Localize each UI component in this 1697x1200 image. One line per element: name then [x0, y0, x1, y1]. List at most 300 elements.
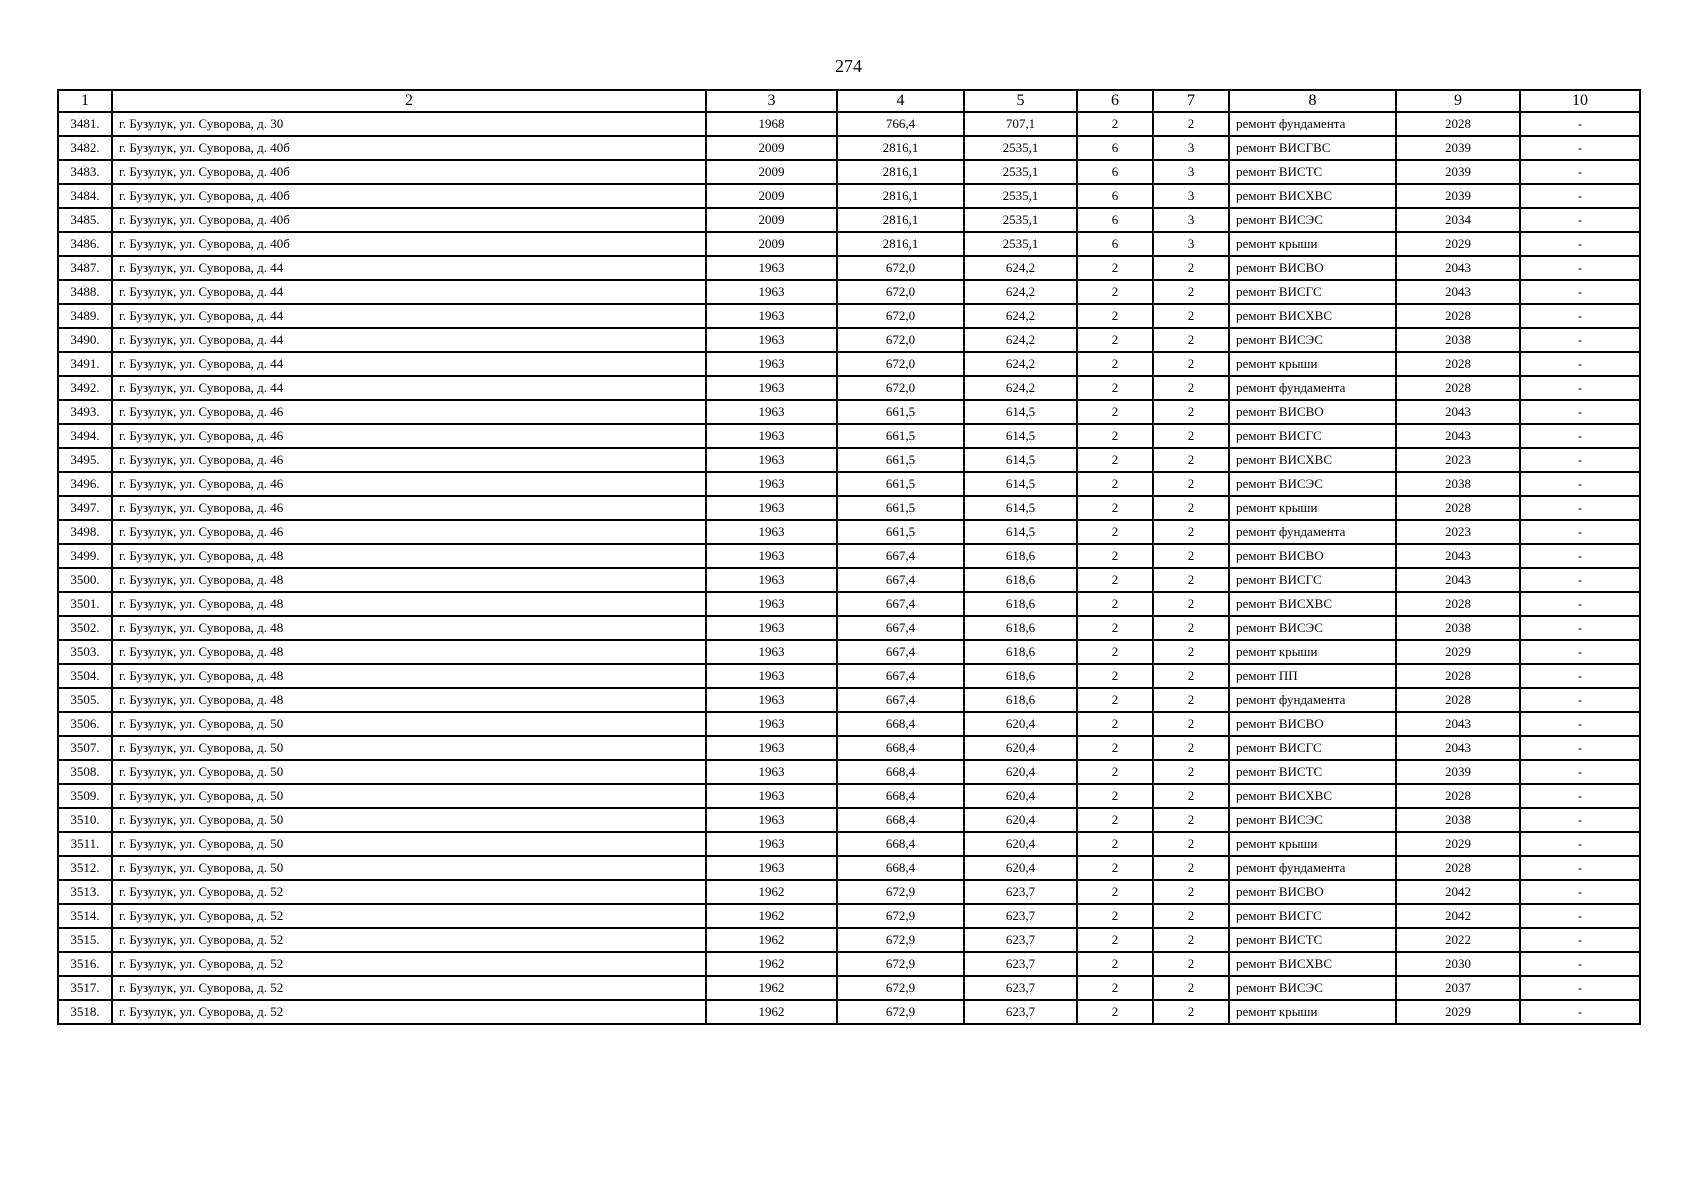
cell-living-area: 624,2 [964, 376, 1077, 400]
cell-planned-year: 2043 [1396, 544, 1520, 568]
cell-planned-year: 2029 [1396, 1000, 1520, 1024]
cell-work-type: ремонт ВИСТС [1229, 760, 1396, 784]
cell-work-type: ремонт ВИСВО [1229, 256, 1396, 280]
cell-total-area: 661,5 [837, 520, 964, 544]
cell-planned-year: 2028 [1396, 352, 1520, 376]
table-row [58, 616, 1640, 640]
cell-entrances: 2 [1153, 472, 1229, 496]
cell-work-type: ремонт фундамента [1229, 520, 1396, 544]
cell-living-area: 2535,1 [964, 232, 1077, 256]
cell-address: г. Бузулук, ул. Суворова, д. 46 [112, 424, 706, 448]
cell-note: - [1520, 784, 1640, 808]
cell-note: - [1520, 400, 1640, 424]
table-row [58, 352, 1640, 376]
cell-living-area: 620,4 [964, 736, 1077, 760]
cell-planned-year: 2042 [1396, 880, 1520, 904]
cell-note: - [1520, 208, 1640, 232]
table-row [58, 760, 1640, 784]
cell-total-area: 672,9 [837, 952, 964, 976]
table-row [58, 712, 1640, 736]
cell-floors: 2 [1077, 616, 1153, 640]
cell-floors: 2 [1077, 112, 1153, 136]
cell-total-area: 668,4 [837, 784, 964, 808]
cell-address: г. Бузулук, ул. Суворова, д. 50 [112, 856, 706, 880]
cell-entrances: 2 [1153, 616, 1229, 640]
cell-work-type: ремонт ВИСГС [1229, 280, 1396, 304]
cell-note: - [1520, 832, 1640, 856]
cell-living-area: 618,6 [964, 544, 1077, 568]
cell-address: г. Бузулук, ул. Суворова, д. 46 [112, 448, 706, 472]
cell-row-number: 3512. [58, 856, 112, 880]
cell-note: - [1520, 640, 1640, 664]
cell-total-area: 672,0 [837, 352, 964, 376]
cell-entrances: 3 [1153, 232, 1229, 256]
cell-note: - [1520, 160, 1640, 184]
cell-floors: 2 [1077, 520, 1153, 544]
cell-floors: 2 [1077, 928, 1153, 952]
cell-note: - [1520, 328, 1640, 352]
cell-floors: 6 [1077, 136, 1153, 160]
cell-planned-year: 2038 [1396, 472, 1520, 496]
cell-planned-year: 2043 [1396, 280, 1520, 304]
cell-address: г. Бузулук, ул. Суворова, д. 44 [112, 256, 706, 280]
cell-year-built: 1963 [706, 568, 837, 592]
cell-entrances: 2 [1153, 736, 1229, 760]
cell-work-type: ремонт ВИСВО [1229, 544, 1396, 568]
cell-entrances: 2 [1153, 112, 1229, 136]
cell-planned-year: 2029 [1396, 232, 1520, 256]
cell-address: г. Бузулук, ул. Суворова, д. 46 [112, 400, 706, 424]
cell-row-number: 3515. [58, 928, 112, 952]
cell-work-type: ремонт ВИСЭС [1229, 808, 1396, 832]
cell-address: г. Бузулук, ул. Суворова, д. 52 [112, 1000, 706, 1024]
cell-living-area: 623,7 [964, 904, 1077, 928]
cell-note: - [1520, 352, 1640, 376]
cell-work-type: ремонт фундамента [1229, 376, 1396, 400]
cell-address: г. Бузулук, ул. Суворова, д. 48 [112, 664, 706, 688]
table-row [58, 664, 1640, 688]
cell-total-area: 667,4 [837, 544, 964, 568]
column-header-8: 8 [1229, 90, 1396, 112]
cell-living-area: 618,6 [964, 592, 1077, 616]
cell-year-built: 1963 [706, 784, 837, 808]
cell-row-number: 3492. [58, 376, 112, 400]
cell-total-area: 668,4 [837, 832, 964, 856]
cell-floors: 6 [1077, 184, 1153, 208]
cell-year-built: 1962 [706, 952, 837, 976]
table-row [58, 952, 1640, 976]
cell-year-built: 1963 [706, 592, 837, 616]
cell-planned-year: 2039 [1396, 760, 1520, 784]
cell-planned-year: 2028 [1396, 688, 1520, 712]
cell-row-number: 3481. [58, 112, 112, 136]
cell-work-type: ремонт ВИСХВС [1229, 304, 1396, 328]
cell-entrances: 2 [1153, 256, 1229, 280]
cell-note: - [1520, 376, 1640, 400]
table-row [58, 688, 1640, 712]
cell-planned-year: 2023 [1396, 448, 1520, 472]
table-row [58, 328, 1640, 352]
cell-planned-year: 2028 [1396, 376, 1520, 400]
cell-entrances: 2 [1153, 544, 1229, 568]
table-row [58, 736, 1640, 760]
table-row [58, 808, 1640, 832]
table-row [58, 448, 1640, 472]
cell-row-number: 3493. [58, 400, 112, 424]
cell-address: г. Бузулук, ул. Суворова, д. 48 [112, 688, 706, 712]
cell-row-number: 3513. [58, 880, 112, 904]
cell-work-type: ремонт ВИСХВС [1229, 448, 1396, 472]
cell-living-area: 624,2 [964, 328, 1077, 352]
cell-living-area: 2535,1 [964, 208, 1077, 232]
cell-note: - [1520, 616, 1640, 640]
cell-planned-year: 2039 [1396, 136, 1520, 160]
column-header-6: 6 [1077, 90, 1153, 112]
cell-address: г. Бузулук, ул. Суворова, д. 40б [112, 136, 706, 160]
cell-note: - [1520, 136, 1640, 160]
cell-address: г. Бузулук, ул. Суворова, д. 40б [112, 208, 706, 232]
cell-floors: 2 [1077, 712, 1153, 736]
cell-work-type: ремонт ВИСГВС [1229, 136, 1396, 160]
table-row [58, 832, 1640, 856]
cell-work-type: ремонт фундамента [1229, 688, 1396, 712]
cell-address: г. Бузулук, ул. Суворова, д. 48 [112, 592, 706, 616]
cell-row-number: 3497. [58, 496, 112, 520]
cell-year-built: 1963 [706, 736, 837, 760]
cell-entrances: 2 [1153, 304, 1229, 328]
cell-year-built: 2009 [706, 208, 837, 232]
cell-row-number: 3484. [58, 184, 112, 208]
cell-note: - [1520, 520, 1640, 544]
cell-work-type: ремонт крыши [1229, 1000, 1396, 1024]
cell-total-area: 672,0 [837, 304, 964, 328]
cell-entrances: 2 [1153, 376, 1229, 400]
cell-entrances: 2 [1153, 856, 1229, 880]
cell-total-area: 661,5 [837, 400, 964, 424]
cell-floors: 2 [1077, 904, 1153, 928]
cell-note: - [1520, 856, 1640, 880]
cell-year-built: 1962 [706, 928, 837, 952]
cell-floors: 2 [1077, 280, 1153, 304]
cell-entrances: 2 [1153, 1000, 1229, 1024]
cell-entrances: 3 [1153, 208, 1229, 232]
cell-work-type: ремонт ВИСХВС [1229, 784, 1396, 808]
cell-note: - [1520, 808, 1640, 832]
cell-floors: 6 [1077, 160, 1153, 184]
cell-planned-year: 2038 [1396, 808, 1520, 832]
table-row [58, 568, 1640, 592]
cell-row-number: 3488. [58, 280, 112, 304]
cell-row-number: 3508. [58, 760, 112, 784]
cell-address: г. Бузулук, ул. Суворова, д. 46 [112, 496, 706, 520]
cell-floors: 2 [1077, 736, 1153, 760]
cell-address: г. Бузулук, ул. Суворова, д. 48 [112, 544, 706, 568]
cell-year-built: 1963 [706, 856, 837, 880]
column-header-10: 10 [1520, 90, 1640, 112]
cell-work-type: ремонт ВИСЭС [1229, 976, 1396, 1000]
cell-living-area: 620,4 [964, 712, 1077, 736]
cell-floors: 2 [1077, 688, 1153, 712]
cell-living-area: 618,6 [964, 640, 1077, 664]
cell-address: г. Бузулук, ул. Суворова, д. 48 [112, 568, 706, 592]
cell-address: г. Бузулук, ул. Суворова, д. 52 [112, 880, 706, 904]
cell-year-built: 1963 [706, 352, 837, 376]
cell-row-number: 3498. [58, 520, 112, 544]
cell-total-area: 2816,1 [837, 232, 964, 256]
cell-entrances: 2 [1153, 352, 1229, 376]
cell-living-area: 624,2 [964, 256, 1077, 280]
cell-entrances: 2 [1153, 424, 1229, 448]
cell-planned-year: 2043 [1396, 712, 1520, 736]
cell-year-built: 1963 [706, 280, 837, 304]
cell-address: г. Бузулук, ул. Суворова, д. 50 [112, 808, 706, 832]
cell-planned-year: 2028 [1396, 592, 1520, 616]
cell-address: г. Бузулук, ул. Суворова, д. 52 [112, 952, 706, 976]
cell-floors: 2 [1077, 544, 1153, 568]
cell-work-type: ремонт крыши [1229, 232, 1396, 256]
cell-planned-year: 2028 [1396, 856, 1520, 880]
cell-living-area: 618,6 [964, 688, 1077, 712]
cell-row-number: 3506. [58, 712, 112, 736]
cell-work-type: ремонт ВИСТС [1229, 928, 1396, 952]
cell-year-built: 1963 [706, 376, 837, 400]
cell-entrances: 2 [1153, 928, 1229, 952]
cell-work-type: ремонт ВИСВО [1229, 400, 1396, 424]
cell-living-area: 624,2 [964, 304, 1077, 328]
cell-entrances: 2 [1153, 448, 1229, 472]
cell-work-type: ремонт ВИСГС [1229, 568, 1396, 592]
cell-year-built: 1963 [706, 712, 837, 736]
cell-work-type: ремонт фундамента [1229, 112, 1396, 136]
cell-year-built: 1962 [706, 1000, 837, 1024]
cell-planned-year: 2030 [1396, 952, 1520, 976]
cell-year-built: 1968 [706, 112, 837, 136]
cell-total-area: 2816,1 [837, 208, 964, 232]
cell-row-number: 3518. [58, 1000, 112, 1024]
cell-entrances: 2 [1153, 568, 1229, 592]
cell-total-area: 668,4 [837, 760, 964, 784]
cell-living-area: 620,4 [964, 760, 1077, 784]
page-number: 274 [835, 56, 862, 76]
cell-planned-year: 2038 [1396, 616, 1520, 640]
cell-work-type: ремонт ВИСВО [1229, 880, 1396, 904]
table-row [58, 1000, 1640, 1024]
cell-planned-year: 2023 [1396, 520, 1520, 544]
cell-living-area: 614,5 [964, 448, 1077, 472]
cell-entrances: 2 [1153, 640, 1229, 664]
cell-year-built: 2009 [706, 136, 837, 160]
cell-total-area: 672,0 [837, 376, 964, 400]
cell-entrances: 2 [1153, 400, 1229, 424]
cell-planned-year: 2043 [1396, 568, 1520, 592]
cell-entrances: 2 [1153, 664, 1229, 688]
table-row [58, 304, 1640, 328]
cell-floors: 2 [1077, 448, 1153, 472]
cell-row-number: 3501. [58, 592, 112, 616]
cell-year-built: 1963 [706, 328, 837, 352]
cell-address: г. Бузулук, ул. Суворова, д. 44 [112, 352, 706, 376]
cell-total-area: 667,4 [837, 664, 964, 688]
cell-work-type: ремонт ВИСХВС [1229, 184, 1396, 208]
cell-address: г. Бузулук, ул. Суворова, д. 48 [112, 616, 706, 640]
cell-work-type: ремонт ПП [1229, 664, 1396, 688]
cell-entrances: 2 [1153, 760, 1229, 784]
cell-planned-year: 2029 [1396, 832, 1520, 856]
cell-row-number: 3496. [58, 472, 112, 496]
cell-work-type: ремонт ВИСХВС [1229, 952, 1396, 976]
column-header-3: 3 [706, 90, 837, 112]
repair-schedule-table [57, 89, 1641, 1025]
cell-living-area: 618,6 [964, 616, 1077, 640]
cell-row-number: 3504. [58, 664, 112, 688]
cell-row-number: 3510. [58, 808, 112, 832]
cell-total-area: 2816,1 [837, 136, 964, 160]
cell-row-number: 3489. [58, 304, 112, 328]
cell-entrances: 2 [1153, 520, 1229, 544]
cell-floors: 2 [1077, 352, 1153, 376]
cell-entrances: 2 [1153, 328, 1229, 352]
cell-year-built: 1963 [706, 496, 837, 520]
cell-planned-year: 2039 [1396, 160, 1520, 184]
cell-total-area: 672,9 [837, 928, 964, 952]
cell-living-area: 614,5 [964, 400, 1077, 424]
cell-address: г. Бузулук, ул. Суворова, д. 44 [112, 328, 706, 352]
cell-row-number: 3511. [58, 832, 112, 856]
cell-planned-year: 2029 [1396, 640, 1520, 664]
table-row [58, 256, 1640, 280]
cell-row-number: 3502. [58, 616, 112, 640]
cell-address: г. Бузулук, ул. Суворова, д. 52 [112, 928, 706, 952]
table-row [58, 136, 1640, 160]
cell-total-area: 661,5 [837, 424, 964, 448]
cell-total-area: 672,9 [837, 904, 964, 928]
cell-work-type: ремонт крыши [1229, 496, 1396, 520]
cell-row-number: 3482. [58, 136, 112, 160]
cell-note: - [1520, 232, 1640, 256]
cell-total-area: 672,0 [837, 256, 964, 280]
cell-entrances: 2 [1153, 880, 1229, 904]
cell-year-built: 2009 [706, 184, 837, 208]
cell-note: - [1520, 952, 1640, 976]
cell-year-built: 1963 [706, 808, 837, 832]
cell-row-number: 3485. [58, 208, 112, 232]
cell-address: г. Бузулук, ул. Суворова, д. 50 [112, 736, 706, 760]
cell-total-area: 766,4 [837, 112, 964, 136]
cell-address: г. Бузулук, ул. Суворова, д. 44 [112, 304, 706, 328]
cell-address: г. Бузулук, ул. Суворова, д. 44 [112, 376, 706, 400]
column-header-2: 2 [112, 90, 706, 112]
cell-floors: 2 [1077, 376, 1153, 400]
cell-entrances: 2 [1153, 688, 1229, 712]
cell-entrances: 2 [1153, 592, 1229, 616]
cell-year-built: 1963 [706, 448, 837, 472]
cell-entrances: 2 [1153, 808, 1229, 832]
cell-floors: 2 [1077, 784, 1153, 808]
column-header-5: 5 [964, 90, 1077, 112]
cell-year-built: 1962 [706, 976, 837, 1000]
cell-living-area: 620,4 [964, 808, 1077, 832]
cell-living-area: 618,6 [964, 664, 1077, 688]
cell-note: - [1520, 472, 1640, 496]
cell-planned-year: 2043 [1396, 736, 1520, 760]
cell-work-type: ремонт крыши [1229, 832, 1396, 856]
table-row [58, 424, 1640, 448]
cell-year-built: 1963 [706, 760, 837, 784]
table-row [58, 376, 1640, 400]
cell-work-type: ремонт ВИСТС [1229, 160, 1396, 184]
cell-work-type: ремонт фундамента [1229, 856, 1396, 880]
cell-row-number: 3499. [58, 544, 112, 568]
cell-note: - [1520, 496, 1640, 520]
cell-work-type: ремонт ВИСЭС [1229, 472, 1396, 496]
cell-entrances: 3 [1153, 160, 1229, 184]
cell-total-area: 667,4 [837, 640, 964, 664]
cell-living-area: 2535,1 [964, 184, 1077, 208]
cell-living-area: 614,5 [964, 424, 1077, 448]
column-header-7: 7 [1153, 90, 1229, 112]
cell-row-number: 3505. [58, 688, 112, 712]
cell-row-number: 3490. [58, 328, 112, 352]
cell-note: - [1520, 112, 1640, 136]
table-row [58, 880, 1640, 904]
cell-work-type: ремонт крыши [1229, 640, 1396, 664]
table-body [58, 112, 1640, 1024]
table-row [58, 472, 1640, 496]
cell-total-area: 2816,1 [837, 160, 964, 184]
cell-address: г. Бузулук, ул. Суворова, д. 50 [112, 712, 706, 736]
table-row [58, 592, 1640, 616]
table-row [58, 232, 1640, 256]
cell-total-area: 2816,1 [837, 184, 964, 208]
cell-note: - [1520, 592, 1640, 616]
cell-planned-year: 2042 [1396, 904, 1520, 928]
cell-row-number: 3516. [58, 952, 112, 976]
cell-note: - [1520, 304, 1640, 328]
cell-note: - [1520, 880, 1640, 904]
cell-floors: 2 [1077, 976, 1153, 1000]
cell-entrances: 2 [1153, 496, 1229, 520]
cell-floors: 2 [1077, 256, 1153, 280]
cell-address: г. Бузулук, ул. Суворова, д. 40б [112, 160, 706, 184]
cell-planned-year: 2043 [1396, 256, 1520, 280]
cell-work-type: ремонт ВИСГС [1229, 736, 1396, 760]
cell-living-area: 620,4 [964, 832, 1077, 856]
table-row [58, 400, 1640, 424]
cell-address: г. Бузулук, ул. Суворова, д. 44 [112, 280, 706, 304]
cell-floors: 2 [1077, 760, 1153, 784]
cell-work-type: ремонт ВИСГС [1229, 904, 1396, 928]
cell-note: - [1520, 1000, 1640, 1024]
table-row [58, 496, 1640, 520]
cell-year-built: 1962 [706, 880, 837, 904]
cell-note: - [1520, 184, 1640, 208]
cell-year-built: 1963 [706, 616, 837, 640]
cell-work-type: ремонт ВИСЭС [1229, 616, 1396, 640]
cell-total-area: 667,4 [837, 568, 964, 592]
cell-floors: 2 [1077, 832, 1153, 856]
cell-year-built: 1963 [706, 664, 837, 688]
table-row [58, 520, 1640, 544]
cell-living-area: 623,7 [964, 928, 1077, 952]
cell-year-built: 1962 [706, 904, 837, 928]
cell-total-area: 672,0 [837, 280, 964, 304]
cell-note: - [1520, 976, 1640, 1000]
cell-note: - [1520, 688, 1640, 712]
table-header-row [58, 90, 1640, 112]
cell-floors: 2 [1077, 568, 1153, 592]
cell-address: г. Бузулук, ул. Суворова, д. 46 [112, 472, 706, 496]
cell-entrances: 2 [1153, 784, 1229, 808]
